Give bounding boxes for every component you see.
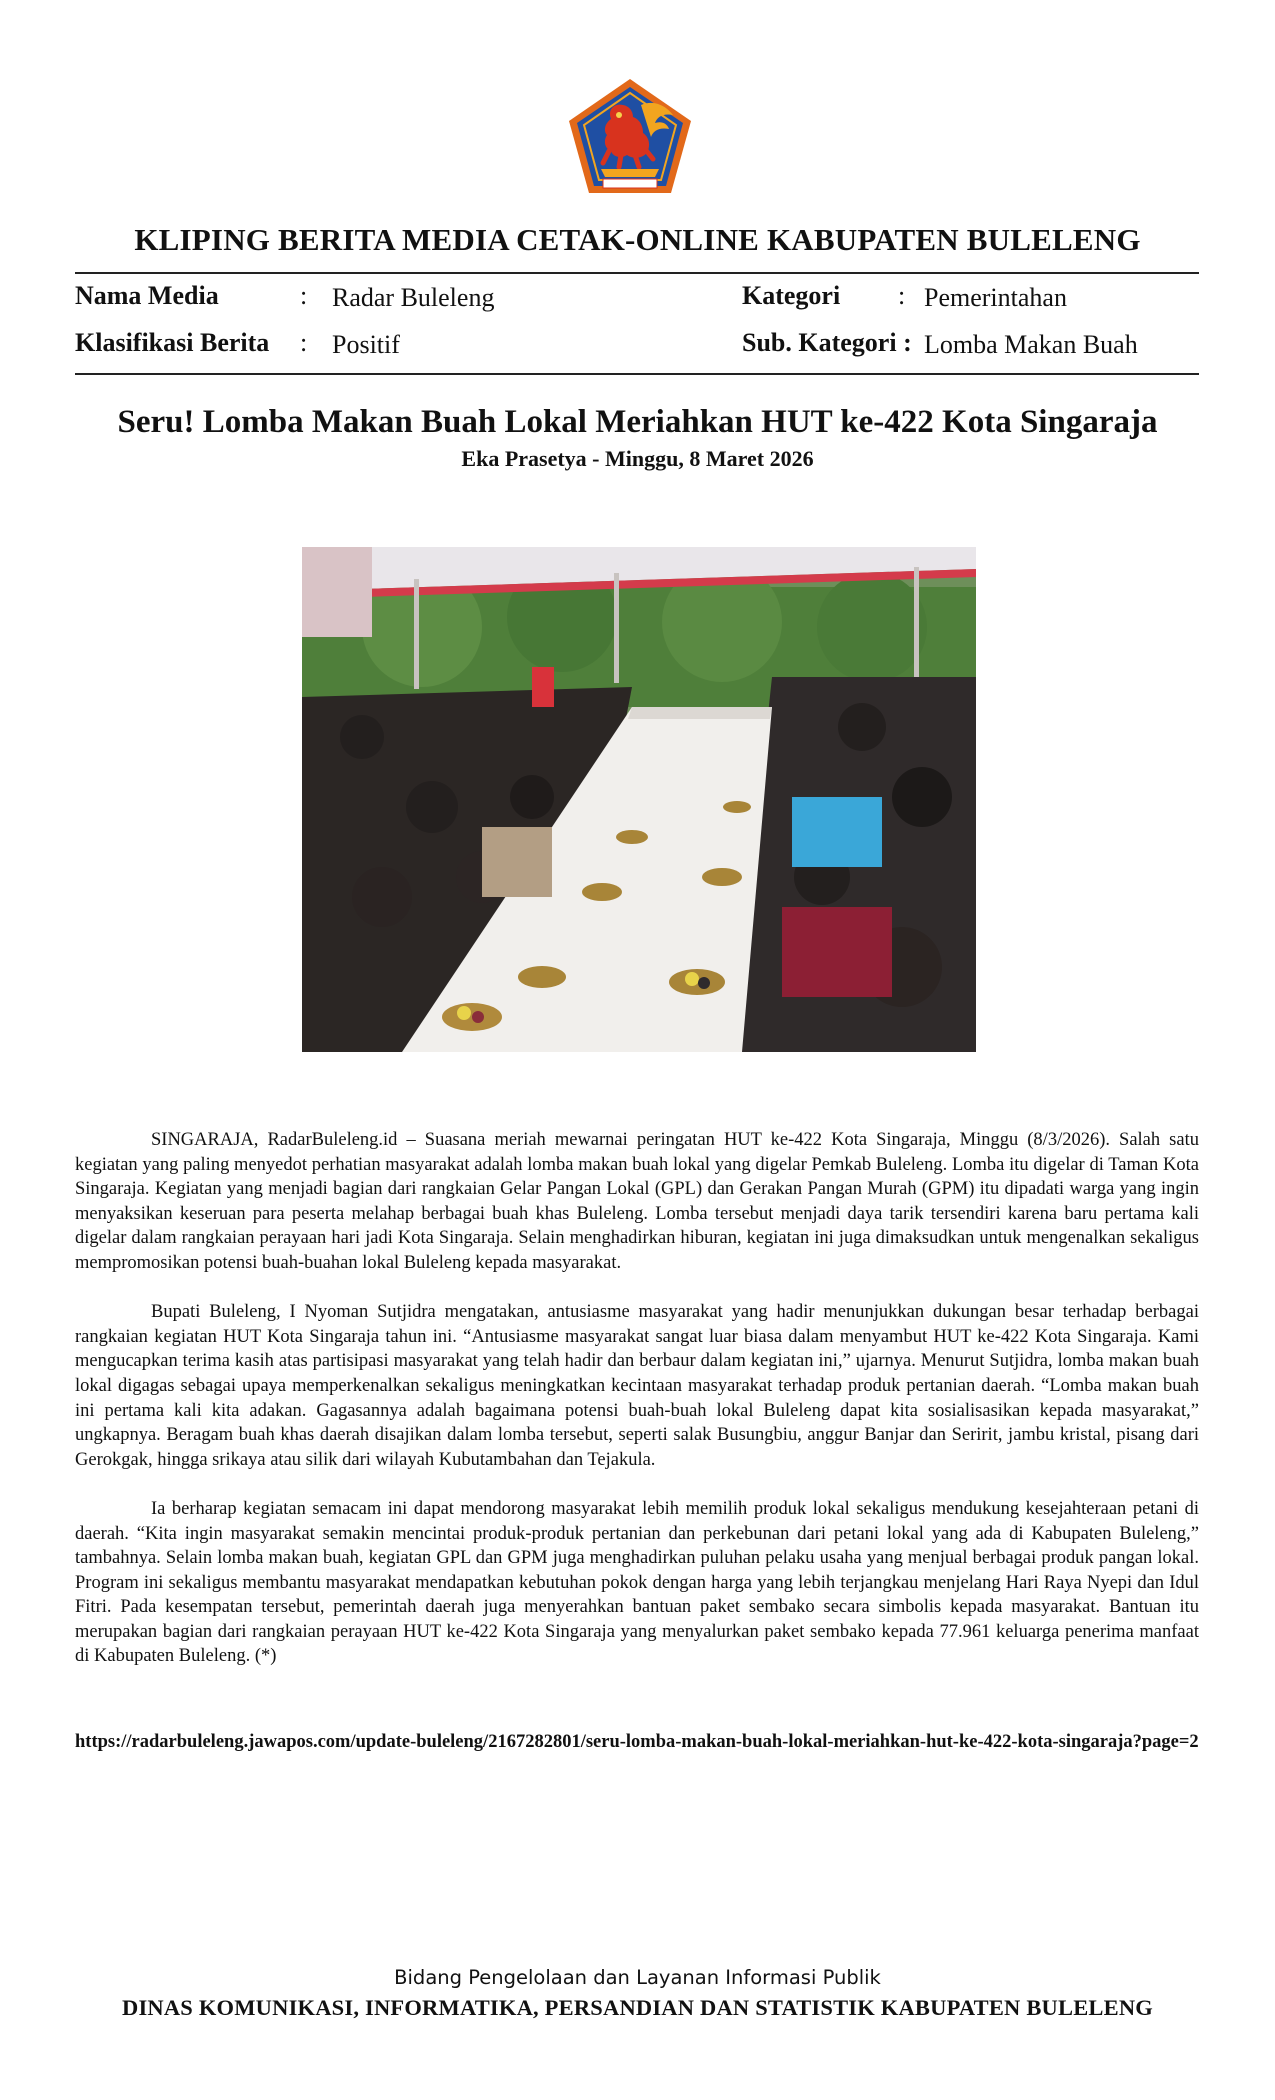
regency-logo	[563, 75, 697, 199]
category-colon: :	[898, 281, 906, 310]
media-name-value: Radar Buleleng	[332, 283, 495, 312]
article-paragraph: Ia berharap kegiatan semacam ini dapat mendorong masyarakat lebih memilih produk lokal sekaligus mendukung kesejahteraan petani di daerah. “Kita ingin masyarakat semakin mencintai produk-produk pertanian dan perkebunan dari petani lokal yang ada di Kabupaten Buleleng,” tambahnya. Selain lomba makan buah, kegiatan GPL dan GPM juga menghadirkan puluhan pelaku usaha yang menjual berbagai produk pangan lokal. Program ini sekaligus membantu masyarakat mendapatkan kebutuhan pokok dengan harga yang lebih terjangkau menjelang Hari Raya Nyepi dan Idul Fitri. Pada kesempatan tersebut, pemerintah daerah juga menyerahkan bantuan paket sembako secara simbolis kepada masyarakat. Bantuan itu merupakan bagian dari rangkaian perayaan HUT ke-422 Kota Singaraja yang menyalurkan paket sembako kepada 77.961 keluarga penerima manfaat di Kabupaten Buleleng. (*)	[75, 1498, 1199, 1667]
news-classification-label: Klasifikasi Berita	[75, 328, 270, 357]
media-name-label: Nama Media	[75, 281, 219, 310]
article-paragraph: SINGARAJA, RadarBuleleng.id – Suasana meriah mewarnai peringatan HUT ke-422 Kota Singaraja, Minggu (8/3/2026). Salah satu kegiatan yang paling menyedot perhatian masyarakat adalah lomba makan buah lokal yang digelar Pemkab Buleleng. Lomba itu digelar di Taman Kota Singaraja. Kegiatan yang menjadi bagian dari rangkaian Gelar Pangan Lokal (GPL) dan Gerakan Pangan Murah (GPM) itu dipadati warga yang ingin menyaksikan keseruan para peserta melahap berbagai buah khas Buleleng. Lomba tersebut menjadi daya tarik tersendiri karena baru pertama kali digelar dalam rangkaian perayaan hari jadi Kota Singaraja. Selain menghadirkan hiburan, kegiatan ini juga dimaksudkan untuk mengenalkan sekaligus mempromosikan potensi buah-buahan lokal Buleleng kepada masyarakat.	[75, 1130, 1199, 1273]
news-classification-colon: :	[300, 328, 308, 357]
header-divider-bottom	[75, 373, 1199, 375]
article-title: Seru! Lomba Makan Buah Lokal Meriahkan HUT ke-422 Kota Singaraja	[117, 404, 1158, 440]
article-paragraph: Bupati Buleleng, I Nyoman Sutjidra mengatakan, antusiasme masyarakat yang hadir menunjukkan dukungan besar terhadap berbagai rangkaian kegiatan HUT Kota Singaraja tahun ini. “Antusiasme masyarakat sangat luar biasa dalam menyambut HUT ke-422 Kota Singaraja. Kami mengucapkan terima kasih atas partisipasi masyarakat yang telah hadir dan berbaur dalam kegiatan ini,” ujarnya. Menurut Sutjidra, lomba makan buah lokal digagas sebagai upaya memperkenalkan sekaligus meningkatkan kecintaan masyarakat terhadap produk pertanian daerah. “Lomba makan buah ini pertama kali kita adakan. Gagasannya adalah bagaimana potensi buah-buah lokal Buleleng dapat kita sosialisasikan kepada masyarakat,” ungkapnya. Beragam buah khas daerah disajikan dalam lomba tersebut, seperti salak Busungbiu, anggur Banjar dan Seririt, jambu kristal, pisang dari Gerokgak, hingga srikaya atau silik dari wilayah Kubutambahan dan Tejakula.	[75, 1302, 1199, 1470]
clipping-header-title: KLIPING BERITA MEDIA CETAK-ONLINE KABUPATEN BULELENG	[134, 222, 1141, 257]
footer-agency: DINAS KOMUNIKASI, INFORMATIKA, PERSANDIAN DAN STATISTIK KABUPATEN BULELENG	[122, 1995, 1153, 2020]
subcategory-label: Sub. Kategori :	[742, 328, 912, 357]
fruit-eating-contest-photo	[302, 547, 976, 1052]
media-name-colon: :	[300, 281, 308, 310]
article-photo	[302, 547, 976, 1052]
subcategory-value: Lomba Makan Buah	[924, 330, 1138, 359]
singa-ambara-raja-emblem	[563, 75, 697, 199]
source-url: https://radarbuleleng.jawapos.com/update-buleleng/2167282801/seru-lomba-makan-buah-lokal-meriahkan-hut-ke-422-kota-singaraja?page=2	[75, 1732, 1199, 1752]
news-classification-value: Positif	[332, 330, 400, 359]
header-divider-top	[75, 272, 1199, 274]
category-value: Pemerintahan	[924, 283, 1067, 312]
footer-division: Bidang Pengelolaan dan Layanan Informasi Publik	[394, 1966, 881, 1989]
article-body	[75, 1128, 1199, 1694]
category-label: Kategori	[742, 281, 841, 310]
article-byline: Eka Prasetya - Minggu, 8 Maret 2026	[461, 446, 814, 471]
